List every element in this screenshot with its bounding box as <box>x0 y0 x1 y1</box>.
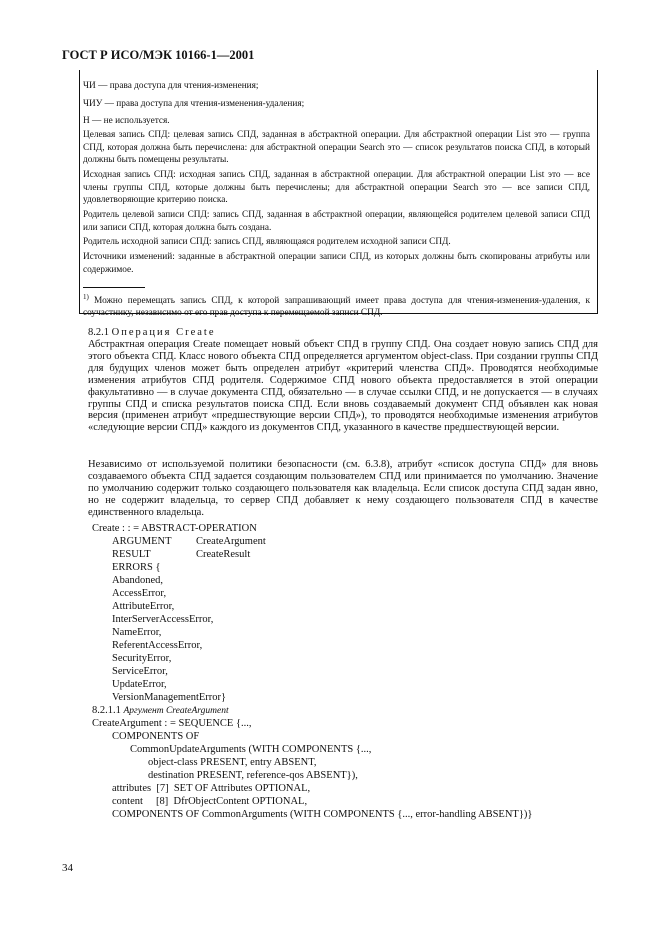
section-heading <box>88 327 216 339</box>
code-line: ERRORS { <box>112 562 161 573</box>
code-line: NameError, <box>112 627 162 638</box>
footnote-rule <box>83 287 145 288</box>
document-header: ГОСТ Р ИСО/МЭК 10166-1—2001 <box>62 48 255 62</box>
page-number: 34 <box>62 862 73 874</box>
box-paragraph: Целевая запись СПД: целевая запись СПД, заданная в абстрактной операции. Для абстрактной операции List это — группа СПД, которая должна быть перечислена: для абстрактной операции Search это — список результатов поиска СПД, в который должны быть помещены результаты. <box>83 130 590 166</box>
body-paragraph: Абстрактная операция Create помещает новый объект СПД в группу СПД. Она создает новую запись СПД для этого объекта СПД. Класс нового объекта СПД определяется аргументом object-class. При создании группы СПД для будущих членов может быть определен атрибут «критерий членства СПД». Проводятся необходимые изменения атрибутов СПД родителя. Содержимое СПД нового объекта предоставляется в этой операции факультативно — в случае документа СПД, обязательно — в случае ссылки СПД, и не допускается — в случаях группы СПД и списка результатов поиска СПД. Если вновь создаваемый документ СПД объявлен как новая версия (применен атрибут «предшествующие версии СПД»), то проводятся необходимые изменения атрибутов «следующие версии СПД» каждого из документов СПД, указанного в качестве предшествующей версии. <box>88 339 598 434</box>
subsection-heading <box>92 705 229 718</box>
code-line: CreateArgument <box>196 536 266 547</box>
code-line: object-class PRESENT, entry ABSENT, <box>148 757 317 768</box>
box-line: ЧИУ — права доступа для чтения-изменения-удаления; <box>83 99 305 109</box>
code-line: destination PRESENT, reference-qos ABSENT}), <box>148 770 358 781</box>
code-line: CreateArgument : = SEQUENCE {..., <box>92 718 252 729</box>
body-paragraph: Независимо от используемой политики безопасности (см. 6.3.8), атрибут «список доступа СПД» для вновь создаваемого объекта СПД задается создающим пользователем СПД или принимается по умолчанию. Значение по умолчанию содержит только создающего пользователя как владельца. Если список доступа СПД задан явно, но не содержит владельца, то сервер СПД добавляет к нему создающего пользователя СПД в качестве единственного владельца. <box>88 459 598 518</box>
code-line: content [8] DfrObjectContent OPTIONAL, <box>112 796 308 807</box>
code-line: AttributeError, <box>112 601 175 612</box>
code-line: COMPONENTS OF CommonArguments (WITH COMPONENTS {..., error-handling ABSENT})} <box>112 809 533 820</box>
code-line: attributes [7] SET OF Attributes OPTIONAL, <box>112 783 311 794</box>
footnote-mark: 1) <box>83 293 89 301</box>
code-line: COMPONENTS OF <box>112 731 200 742</box>
code-line: UpdateError, <box>112 679 167 690</box>
box-line: Н — не используется. <box>83 116 170 126</box>
code-line: ReferentAccessError, <box>112 640 203 651</box>
subsection-number: 8.2.1.1 <box>92 705 121 716</box>
box-paragraph: Родитель целевой записи СПД: запись СПД, заданная в абстрактной операции, являющейся родителем целевой записи СПД или записи СПД, которая должна быть создана. <box>83 210 590 233</box>
code-line: CommonUpdateArguments (WITH COMPONENTS {..., <box>130 744 372 755</box>
section-title: Операция Create <box>111 327 216 338</box>
code-line: SecurityError, <box>112 653 172 664</box>
code-line: Create : : = ABSTRACT-OPERATION <box>92 523 257 534</box>
code-line: Abandoned, <box>112 575 164 586</box>
code-line: CreateResult <box>196 549 251 560</box>
box-line: ЧИ — права доступа для чтения-изменения; <box>83 81 259 91</box>
box-paragraph: Исходная запись СПД: исходная запись СПД, заданная в абстрактной операции. Для абстрактной операции List это — все члены группы СПД, которые должны быть перечислены; для абстрактной операции Search это — все записи СПД, удовлетворяющие критерию поиска. <box>83 170 590 206</box>
subsection-title: Аргумент CreateArgument <box>123 706 229 716</box>
section-number: 8.2.1 <box>88 327 109 338</box>
code-line: ServiceError, <box>112 666 168 677</box>
code-line: ARGUMENT <box>112 536 172 547</box>
box-paragraph: Источники изменений: заданные в абстрактной операции записи СПД, из которых должны быть скопированы атрибуты или содержимое. <box>83 252 590 275</box>
box-paragraph: Родитель исходной записи СПД: запись СПД, являющаяся родителем исходной записи СПД. <box>83 237 451 247</box>
code-line: VersionManagementError} <box>112 692 227 703</box>
footnote-text: Можно перемещать запись СПД, к которой запрашивающий имеет права доступа для чтения-изменения-удаления, к соучастнику, независимо от его прав доступа к перемещаемой записи СПД. <box>83 296 590 318</box>
footnote <box>83 292 590 320</box>
code-line: InterServerAccessError, <box>112 614 214 625</box>
code-line: AccessError, <box>112 588 167 599</box>
code-line: RESULT <box>112 549 151 560</box>
